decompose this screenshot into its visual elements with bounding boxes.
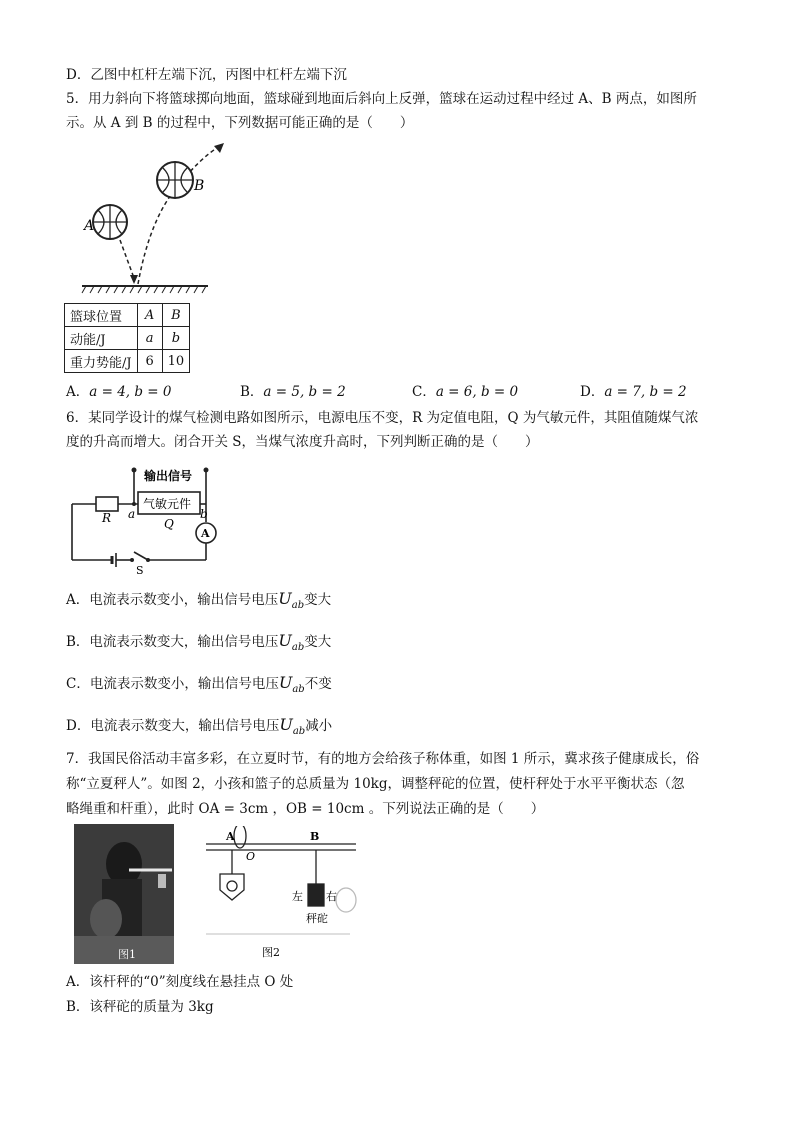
figure1-caption: 图1 <box>118 948 136 961</box>
ammeter-label: A <box>201 527 210 540</box>
q7-steelyard-figure2 <box>200 826 360 966</box>
q7-option-a: A．该杆秤的“0”刻度线在悬挂点 O 处 <box>66 974 294 990</box>
table-cell: A <box>137 304 162 327</box>
label-a: A <box>84 218 95 234</box>
q5-option-a: A．a = 4, b = 0 <box>66 384 172 400</box>
right-label: 右 <box>326 890 337 903</box>
q5-stem-line1: 5．用力斜向下将篮球掷向地面，篮球碰到地面后斜向上反弹，篮球在运动过程中经过 A、B 两点，如图所 <box>66 91 697 107</box>
q5-option-c: C．a = 6, b = 0 <box>412 384 519 400</box>
q7-stem-line2: 称“立夏秤人”。如图 2，小孩和篮子的总质量为 10kg，调整秤砣的位置，使杆秤处于水平平衡状态（忽 <box>66 776 685 792</box>
output-signal-label: 输出信号 <box>144 469 193 483</box>
table-row <box>65 304 190 327</box>
q6-option-c: C．电流表示数变小，输出信号电压$U_{ab}$不变 <box>66 673 332 695</box>
switch-label: S <box>136 564 144 576</box>
q5-option-b: B．a = 5, b = 2 <box>240 384 346 400</box>
q7-stem-line1: 7．我国民俗活动丰富多彩，在立夏时节，有的地方会给孩子称体重，如图 1 所示，冀求孩子健康成长，俗 <box>66 751 700 767</box>
sensor-label: 气敏元件 <box>143 497 192 511</box>
table-cell: 重力势能/J <box>65 350 138 373</box>
table-cell: 篮球位置 <box>65 304 138 327</box>
a-label: a <box>128 507 136 521</box>
q6-circuit-figure <box>64 458 224 576</box>
b-label: b <box>200 507 208 521</box>
table-cell: 动能/J <box>65 327 138 350</box>
point-b-label: B <box>310 830 320 843</box>
table-cell: b <box>162 327 190 350</box>
q-label: Q <box>164 517 174 531</box>
table-cell: a <box>137 327 162 350</box>
q5-data-table <box>64 303 190 373</box>
q6-stem-line2: 度的升高而增大。闭合开关 S，当煤气浓度升高时，下列判断正确的是（ ） <box>66 434 539 450</box>
ball-b-icon <box>157 162 193 198</box>
q6-option-b: B．电流表示数变大，输出信号电压$U_{ab}$变大 <box>66 631 332 653</box>
q7-stem-line3: 略绳重和杆重），此时 OA = 3cm ，OB = 10cm 。下列说法正确的是（ ） <box>66 801 545 817</box>
q7-option-b: B．该秤砣的质量为 3kg <box>66 999 214 1015</box>
point-a-label: A <box>226 830 235 843</box>
q5-option-d: D．a = 7, b = 2 <box>580 384 687 400</box>
left-label: 左 <box>292 890 303 903</box>
point-o-label: O <box>246 850 256 863</box>
figure2-caption: 图2 <box>262 946 280 959</box>
ball-a-icon <box>93 205 127 239</box>
q5-basketball-figure <box>60 138 240 298</box>
q6-option-a: A．电流表示数变小，输出信号电压$U_{ab}$变大 <box>66 589 332 611</box>
table-cell: B <box>162 304 190 327</box>
q5-stem-line2: 示。从 A 到 B 的过程中，下列数据可能正确的是（ ） <box>66 115 414 131</box>
table-cell: 10 <box>162 350 190 373</box>
label-b: B <box>194 178 205 194</box>
table-row <box>65 350 190 373</box>
q4-option-d: D．乙图中杠杆左端下沉，丙图中杠杆左端下沉 <box>66 67 347 83</box>
q6-stem-line1: 6．某同学设计的煤气检测电路如图所示，电源电压不变，R 为定值电阻，Q 为气敏元件，其阻值随煤气浓 <box>66 410 699 426</box>
weight-label: 秤砣 <box>306 912 328 925</box>
q6-option-d: D．电流表示数变大，输出信号电压$U_{ab}$减小 <box>66 715 333 737</box>
r-label: R <box>102 511 112 525</box>
q7-photo-figure1 <box>74 824 174 964</box>
table-row <box>65 327 190 350</box>
table-cell: 6 <box>137 350 162 373</box>
